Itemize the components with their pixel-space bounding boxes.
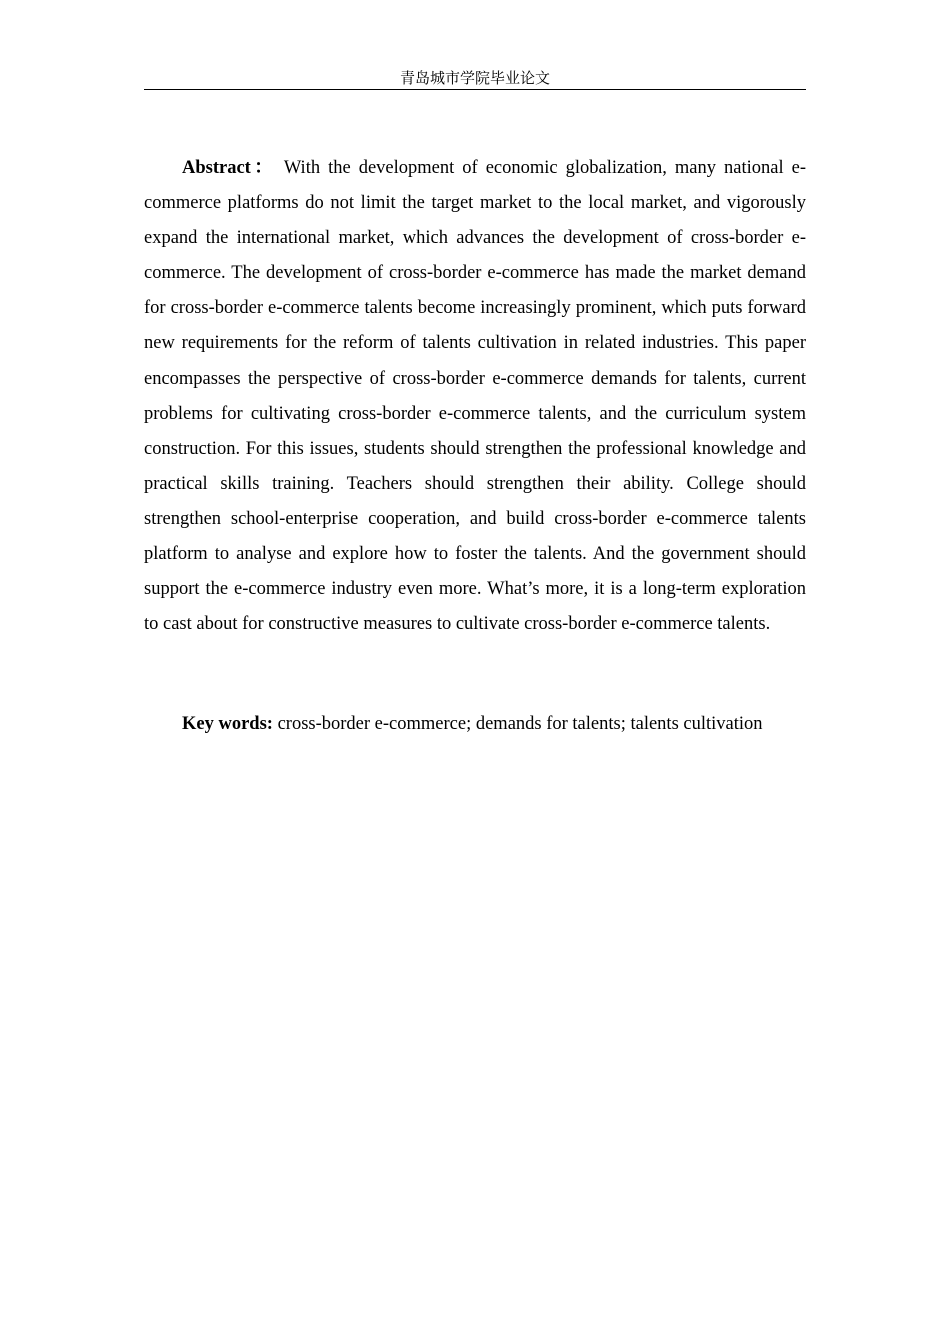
abstract-text: With the development of economic globalization, many national e-commerce platforms do not limit the target market to the local market, and vigorously expand the international market, which advances the development of cross-border e-commerce. The development of cross-border e-commerce has made the market demand for cross-border e-commerce talents become increasingly prominent, which puts forward new requirements for the reform of talents cultivation in related industries. This paper encompasses the perspective of cross-border e-commerce demands for talents, current problems for cultivating cross-border e-commerce talents, and the curriculum system construction. For this issues, students should strengthen the professional knowledge and practical skills training. Teachers should strengthen their ability. College should strengthen school-enterprise cooperation, and build cross-border e-commerce talents platform to analyse and explore how to foster the talents. And the government should support the e-commerce industry even more. What’s more, it is a long-term exploration to cast about for constructive measures to cultivate cross-border e-commerce talents. xyxy=(144,158,806,635)
keywords-paragraph xyxy=(144,707,806,742)
running-header: 青岛城市学院毕业论文 xyxy=(144,68,806,90)
keywords-text: cross-border e-commerce; demands for talents; talents cultivation xyxy=(277,714,763,734)
keywords-label: Key words: xyxy=(182,714,273,734)
abstract-paragraph xyxy=(144,151,806,642)
abstract-label: Abstract： xyxy=(182,158,277,178)
